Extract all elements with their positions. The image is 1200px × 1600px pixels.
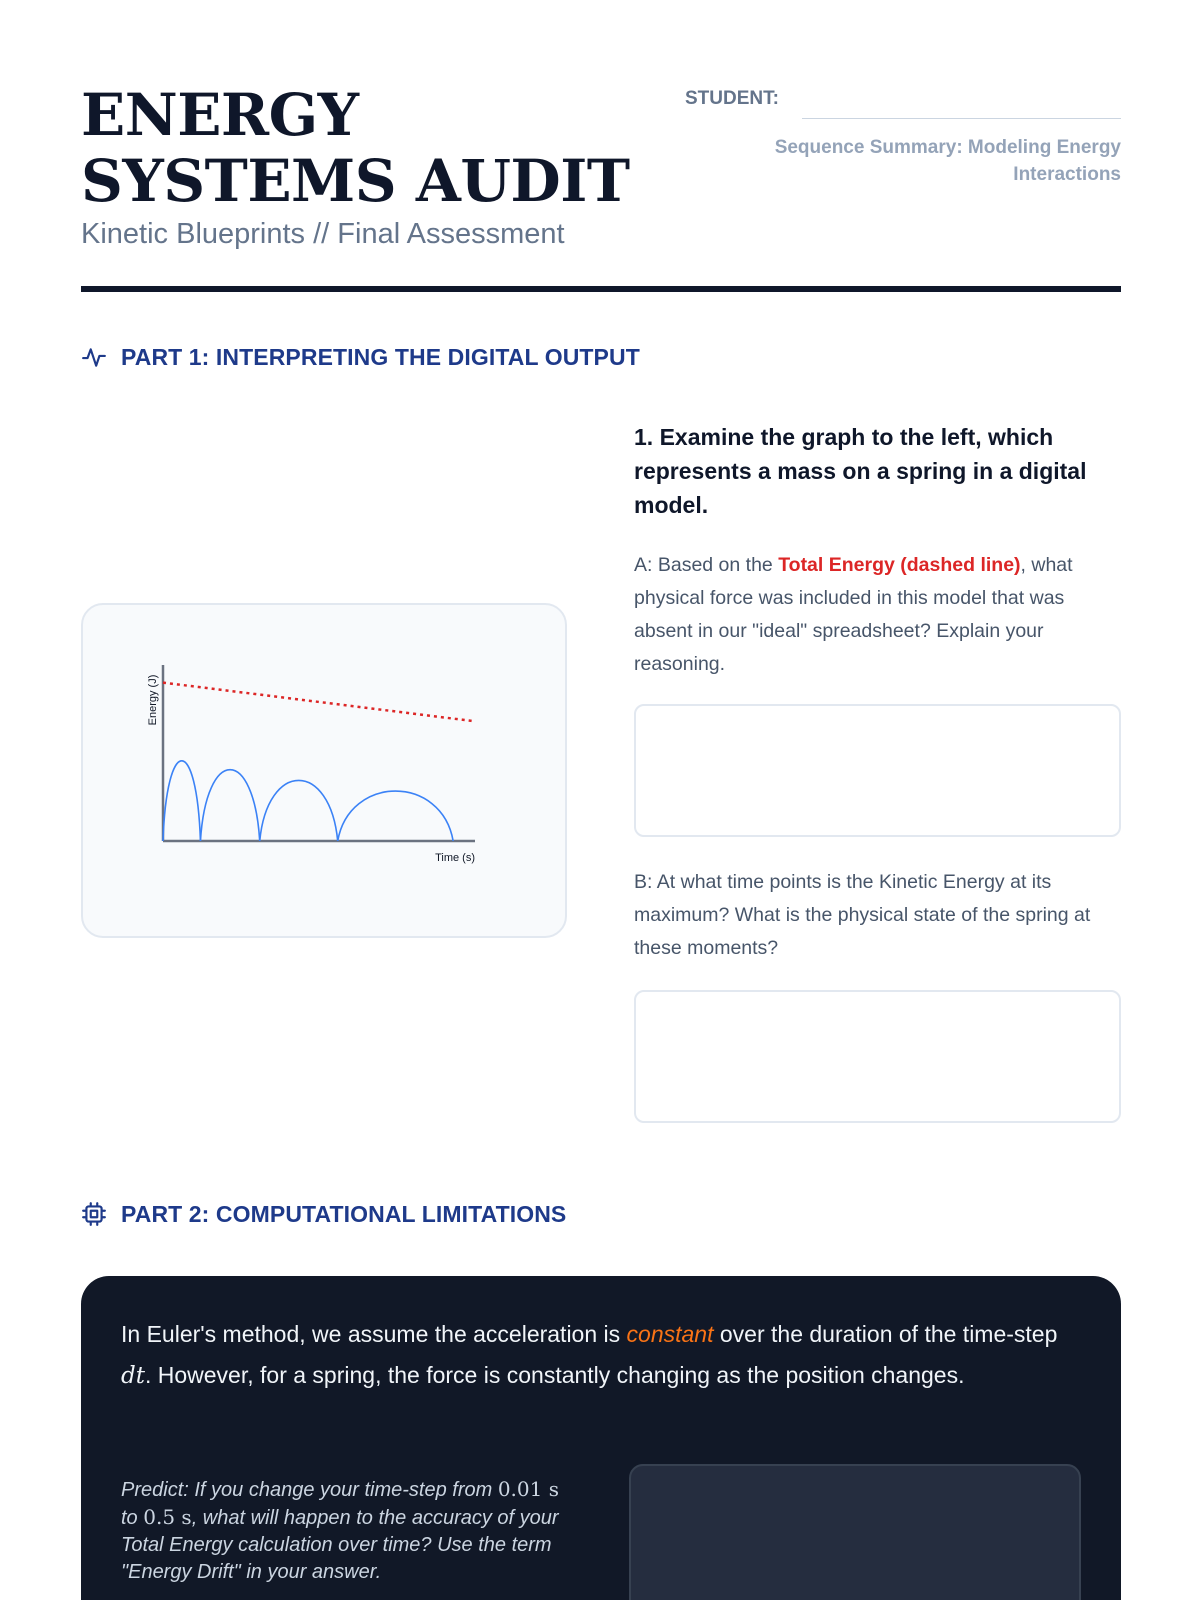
kinetic-energy-arch <box>260 780 338 841</box>
dt-math: dt <box>121 1363 145 1389</box>
sequence-summary: Sequence Summary: Modeling Energy Interactions <box>774 137 1121 185</box>
kinetic-energy-arch <box>163 761 200 841</box>
section-heading-part1 <box>81 341 640 373</box>
x-axis-label: Time (s) <box>435 852 475 864</box>
question-column <box>634 420 1121 959</box>
energy-chart <box>83 605 569 940</box>
answer-box-1b[interactable] <box>634 990 1121 1123</box>
constant-emphasis: constant <box>626 1321 714 1347</box>
computational-limitations-panel <box>81 1276 1121 1600</box>
predict-prompt <box>121 1476 581 1586</box>
intro-text: over the duration of the time-step <box>713 1321 1058 1347</box>
predict-text: , what will happen to the accuracy of your Total Energy calculation over time? Use the term "Energy Drift" in your answer. <box>121 1507 559 1583</box>
section-title: PART 2: COMPUTATIONAL LIMITATIONS <box>121 1200 567 1227</box>
question-1-prompt: 1. Examine the graph to the left, which represents a mass on a spring in a digital model. <box>634 424 1087 518</box>
question-1b: B: At what time points is the Kinetic Energy at its maximum? What is the physical state of the spring at these moments? <box>634 871 1091 959</box>
answer-box-1a[interactable] <box>634 704 1121 837</box>
kinetic-energy-arch <box>338 791 453 841</box>
assessment-page <box>81 0 1121 1600</box>
euler-method-intro <box>121 1314 1081 1397</box>
question-1a-prefix: A: Based on the <box>634 554 779 576</box>
page-subtitle: Kinetic Blueprints // Final Assessment <box>81 218 565 250</box>
student-name-field[interactable] <box>802 118 1121 119</box>
intro-text: . However, for a spring, the force is constantly changing as the position changes. <box>144 1362 965 1388</box>
timestep-small-math: 0.01 s <box>497 1477 559 1501</box>
timestep-large-math: 0.5 s <box>143 1505 192 1529</box>
header-divider <box>81 286 1121 292</box>
total-energy-highlight: Total Energy (dashed line) <box>778 554 1021 576</box>
y-axis-label: Energy (J) <box>147 674 159 726</box>
total-energy-line <box>163 683 475 722</box>
predict-text: to <box>121 1507 144 1529</box>
question-1a-suffix: , what physical force was included in this model that was absent in our "ideal" spreadsheet? Explain your reasoning. <box>634 554 1073 675</box>
activity-pulse-icon <box>81 344 107 370</box>
kinetic-energy-arch <box>200 770 259 841</box>
section-heading-part2 <box>81 1198 566 1230</box>
energy-graph-card <box>81 603 567 938</box>
predict-text: Predict: If you change your time-step from <box>121 1479 498 1501</box>
student-label: STUDENT: <box>685 88 779 109</box>
cpu-chip-icon <box>81 1201 107 1227</box>
section-title: PART 1: INTERPRETING THE DIGITAL OUTPUT <box>121 343 640 370</box>
student-name-row <box>685 88 1121 122</box>
page-title: ENERGY SYSTEMS AUDIT <box>81 81 630 215</box>
answer-box-predict[interactable] <box>629 1464 1081 1600</box>
intro-text: In Euler's method, we assume the acceleration is <box>121 1321 627 1347</box>
question-1a <box>634 549 1121 681</box>
